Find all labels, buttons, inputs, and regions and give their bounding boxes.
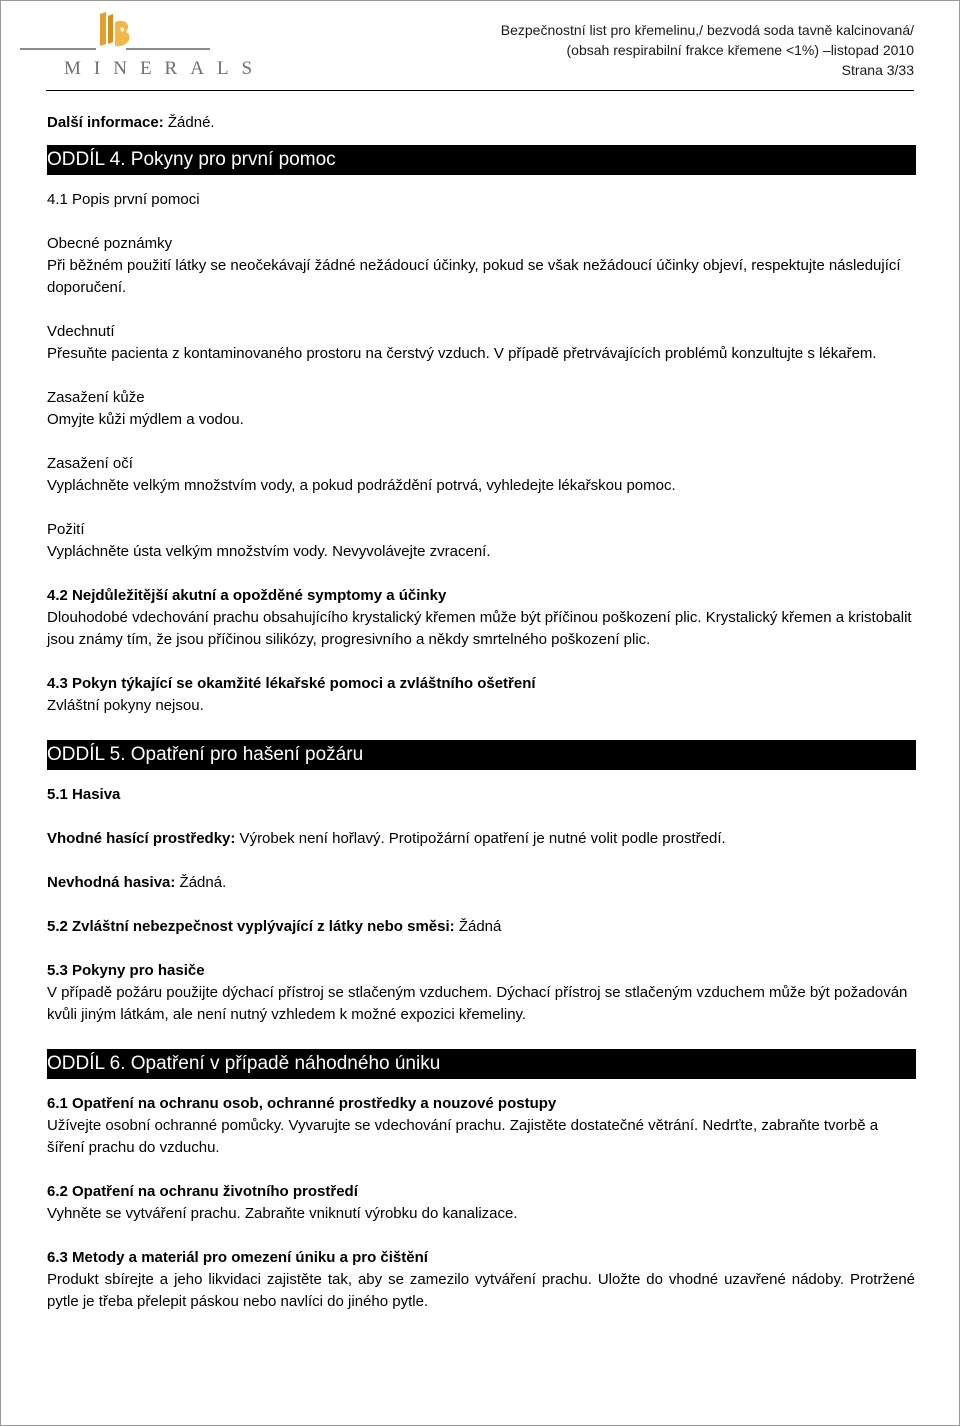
logo-text: MINERALS <box>64 58 266 79</box>
eye-contact-text: Vypláchněte velkým množstvím vody, a pokud podráždění potrvá, vyhledejte lékařskou pomoc. <box>47 477 676 494</box>
environmental-precautions-text: Vyhněte se vytváření prachu. Zabraňte vniknutí výrobku do kanalizace. <box>47 1205 518 1222</box>
eye-contact-heading: Zasažení očí <box>47 455 133 472</box>
header-title-line1: Bezpečnostní list pro křemelinu,/ bezvodá soda tavně kalcinovaná/ <box>500 22 914 38</box>
ingestion-heading: Požití <box>47 521 85 538</box>
suitable-media-text: Výrobek není hořlavý. Protipožární opatření je nutné volit podle prostředí. <box>235 830 726 847</box>
header-divider <box>46 90 914 91</box>
heading-6-3: 6.3 Metody a materiál pro omezení úniku a pro čištění <box>47 1249 428 1266</box>
section-4-title: ODDÍL 4. Pokyny pro první pomoc <box>47 145 916 175</box>
unsuitable-media <box>47 872 915 894</box>
suitable-media <box>47 828 915 850</box>
general-notes-text: Při běžném použití látky se neočekávají žádné nežádoucí účinky, pokud se však nežádoucí účinky objeví, respektujte následující doporučení. <box>47 257 901 296</box>
company-logo <box>20 8 266 79</box>
special-treatment-text: Zvláštní pokyny nejsou. <box>47 697 204 714</box>
personal-precautions-text: Užívejte osobní ochranné pomůcky. Vyvarujte se vdechování prachu. Zajistěte dostatečné větrání. Nedrťte, zabraňte tvorbě a šíření prachu do vzduchu. <box>47 1117 879 1156</box>
heading-4-3: 4.3 Pokyn týkající se okamžité lékařské pomoci a zvláštního ošetření <box>47 675 536 692</box>
general-notes-heading: Obecné poznámky <box>47 235 173 252</box>
suitable-media-label: Vhodné hasící prostředky: <box>47 830 236 847</box>
heading-5-2 <box>47 916 915 938</box>
ingestion-text: Vypláchněte ústa velkým množstvím vody. Nevyvolávejte zvracení. <box>47 543 491 560</box>
inhalation-heading: Vdechnutí <box>47 323 115 340</box>
special-hazards-text: Žádná <box>454 918 502 935</box>
skin-contact-heading: Zasažení kůže <box>47 389 145 406</box>
heading-4-2: 4.2 Nejdůležitější akutní a opožděné symptomy a účinky <box>47 587 447 604</box>
firefighter-advice-text: V případě požáru použijte dýchací přístroj se stlačeným vzduchem. Dýchací přístroj se stlačeným vzduchem může být požadován kvůli jiným látkám, ale není nutný vzhledem k možné expozici křemeliny. <box>47 984 908 1023</box>
logo-mark-icon <box>20 8 210 56</box>
heading-6-2: 6.2 Opatření na ochranu životního prostředí <box>47 1183 358 1200</box>
symptoms-text: Dlouhodobé vdechování prachu obsahujícího krystalický křemen může být příčinou poškození plic. Krystalický křemen a kristobalit jsou známy tím, že jsou příčinou silikózy, progresivního a někdy smrtelného poškození plic. <box>47 609 912 648</box>
document-header <box>501 20 914 80</box>
containment-cleanup-text: Produkt sbírejte a jeho likvidaci zajistěte tak, aby se zamezilo vytváření prachu. Uložte do vhodné uzavřené nádoby. Protržené pytle je třeba přelepit páskou nebo navlíci do jiného pytle. <box>47 1271 915 1310</box>
further-info-label: Další informace: <box>47 114 164 131</box>
heading-4-1: 4.1 Popis první pomoci <box>47 191 200 208</box>
heading-6-1: 6.1 Opatření na ochranu osob, ochranné prostředky a nouzové postupy <box>47 1095 557 1112</box>
special-hazards-label: 5.2 Zvláštní nebezpečnost vyplývající z látky nebo směsi: <box>47 918 455 935</box>
section-5-title: ODDÍL 5. Opatření pro hašení požáru <box>47 740 916 770</box>
page-number: Strana 3/33 <box>841 62 914 78</box>
heading-5-3: 5.3 Pokyny pro hasiče <box>47 962 205 979</box>
skin-contact-text: Omyjte kůži mýdlem a vodou. <box>47 411 244 428</box>
header-title-line2: (obsah respirabilní frakce křemene <1%) –listopad 2010 <box>566 42 914 58</box>
section-6-title: ODDÍL 6. Opatření v případě náhodného úniku <box>47 1049 916 1079</box>
further-info <box>47 112 915 134</box>
unsuitable-media-label: Nevhodná hasiva: <box>47 874 176 891</box>
inhalation-text: Přesuňte pacienta z kontaminovaného prostoru na čerstvý vzduch. V případě přetrvávajících problémů konzultujte s lékařem. <box>47 345 877 362</box>
document-body <box>47 112 915 1313</box>
unsuitable-media-text: Žádná. <box>175 874 227 891</box>
heading-5-1: 5.1 Hasiva <box>47 786 121 803</box>
further-info-value: Žádné. <box>163 114 215 131</box>
